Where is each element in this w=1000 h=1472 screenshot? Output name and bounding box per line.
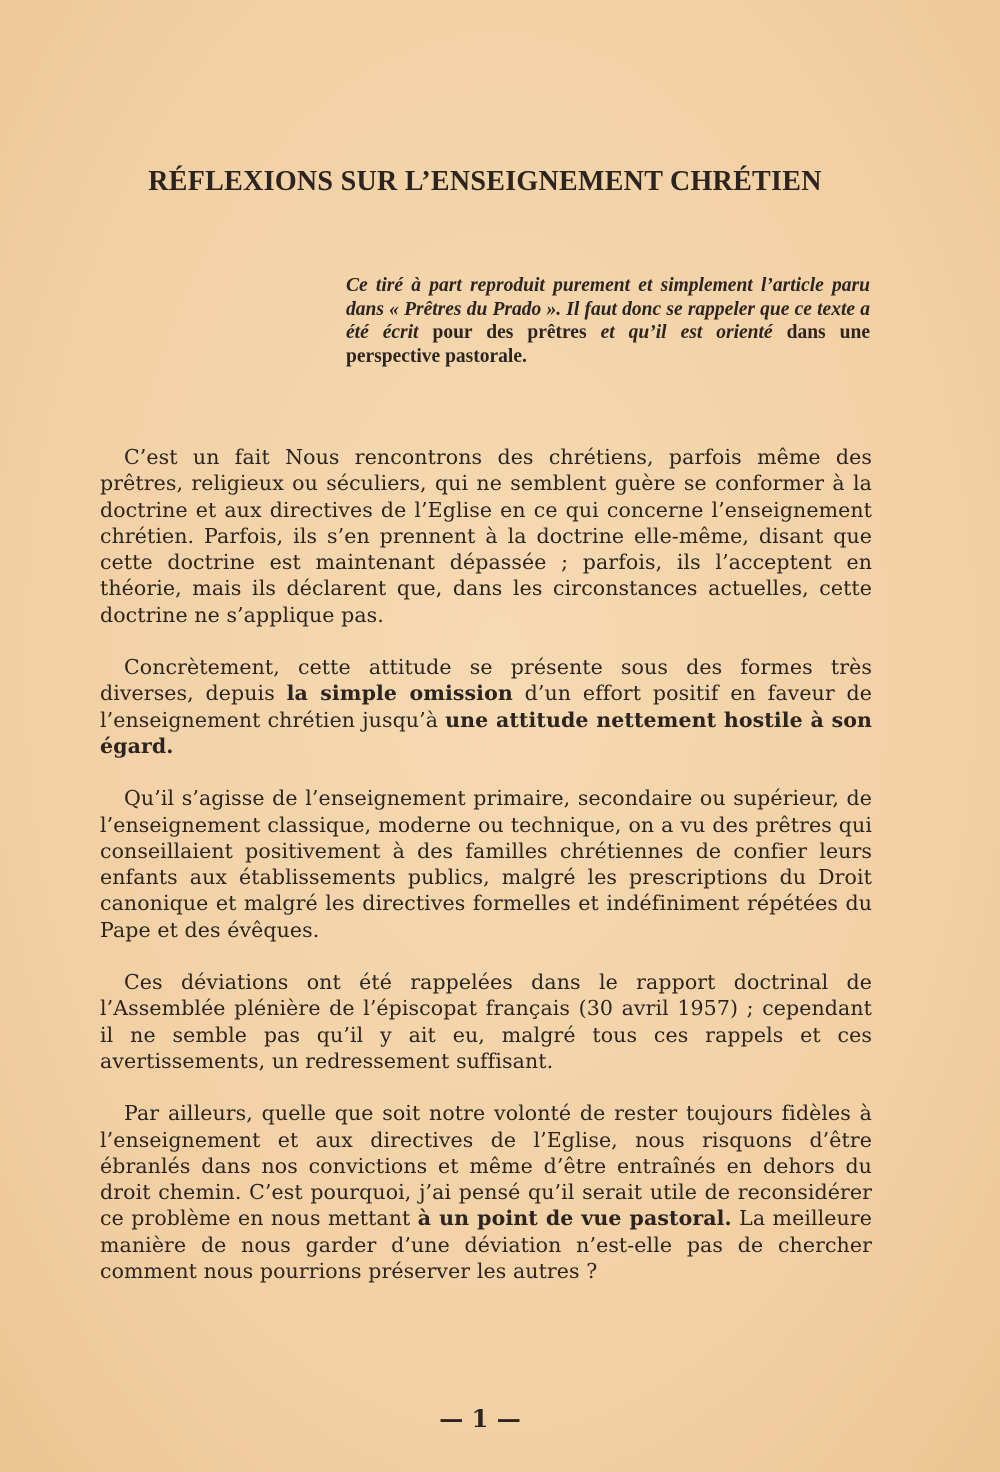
body-text <box>100 444 872 1310</box>
paragraph-2 <box>100 654 872 759</box>
paragraph-3: Qu’il s’agisse de l’enseignement primaire, secondaire ou supérieur, de l’enseignement classique, moderne ou technique, on a vu des prêtres qui conseillaient positivement à des familles chrétiennes de confier leurs enfants aux établissements publics, malgré les prescriptions du Droit canonique et malgré les directives formelles et indéfiniment répétées du Pape et des évêques. <box>100 786 872 942</box>
epigraph <box>346 274 870 368</box>
epigraph-italic-2: et qu’il est orienté <box>600 322 773 343</box>
paragraph-2-bold-b: une attitude nettement hostile à son égard. <box>100 707 872 758</box>
paragraph-2-text-a: Concrètement, cette attitude se présente sous des formes très diverses, depuis <box>100 655 872 706</box>
epigraph-italic-1: Ce tiré à part reproduit purement et simplement l’article paru dans « Prêtres du Prado ». Il faut donc se rappeler que ce texte a été écrit <box>346 275 870 343</box>
paragraph-5 <box>100 1100 872 1284</box>
paragraph-5-text-b: La meilleure manière de nous garder d’une déviation n’est-elle pas de chercher comment nous pourrions préserver les autres ? <box>100 1206 872 1284</box>
paragraph-1: C’est un fait Nous rencontrons des chrétiens, parfois même des prêtres, religieux ou séculiers, qui ne semblent guère se conformer à la doctrine et aux directives de l’Eglise en ce qui concerne l’enseignement chrétien. Parfois, ils s’en prennent à la doctrine elle-même, disant que cette doctrine est maintenant dépassée ; parfois, ils l’acceptent en théorie, mais ils déclarent que, dans les circonstances actuelles, cette doctrine ne s’applique pas. <box>100 445 872 627</box>
page-number: — 1 — <box>439 1404 521 1433</box>
epigraph-roman-1: pour des prêtres <box>418 322 601 343</box>
paragraph-2-text-b: d’un effort positif en faveur de l’enseignement chrétien jusqu’à <box>100 681 872 732</box>
page-title: RÉFLEXIONS SUR L’ENSEIGNEMENT CHRÉTIEN <box>148 166 822 197</box>
epigraph-roman-2: dans une perspective pastorale. <box>346 322 870 367</box>
paragraph-2-bold-a: la simple omission <box>286 681 513 706</box>
paragraph-5-bold: à un point de vue pastoral. <box>417 1206 732 1231</box>
paragraph-4: Ces déviations ont été rappelées dans le rapport doctrinal de l’Assemblée plénière de l’épiscopat français (30 avril 1957) ; cependant il ne semble pas qu’il y ait eu, malgré tous ces rappels et ces avertissements, un redressement suffisant. <box>100 970 872 1073</box>
paragraph-5-text-a: Par ailleurs, quelle que soit notre volonté de rester toujours fidèles à l’enseignement et aux directives de l’Eglise, nous risquons d’être ébranlés dans nos convictions et même d’être entraînés en dehors du droit chemin. C’est pourquoi, j’ai pensé qu’il serait utile de reconsidérer ce problème en nous mettant <box>100 1101 872 1231</box>
